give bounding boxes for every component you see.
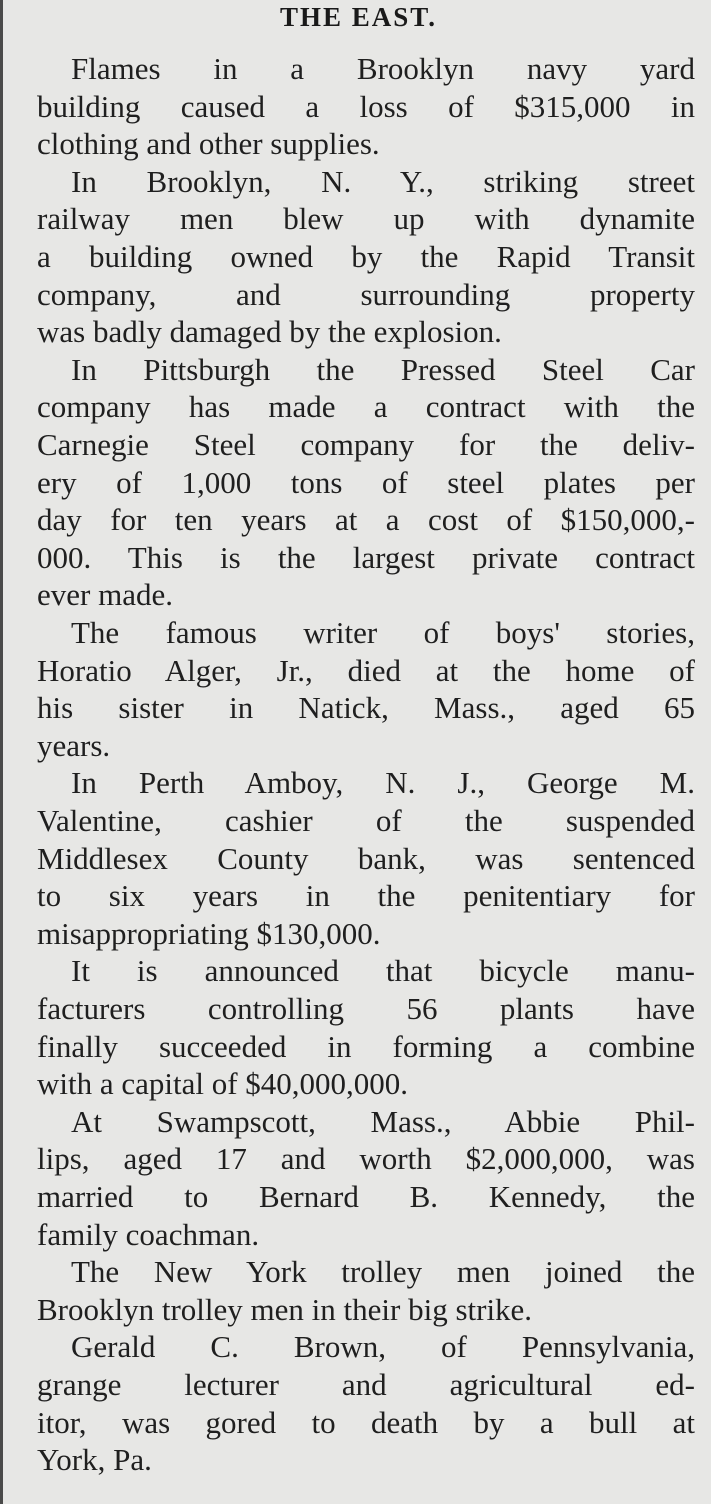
- text-line: Flames in a Brooklyn navy yard: [71, 51, 695, 86]
- text-line: day for ten years at a cost of $150,000,-: [37, 502, 695, 538]
- text-line: with a capital of $40,000,000.: [37, 1066, 409, 1102]
- text-line: At Swampscott, Mass., Abbie Phil-: [71, 1103, 695, 1139]
- text-line: company, and surrounding property: [37, 276, 695, 312]
- text-line: his sister in Natick, Mass., aged 65: [37, 690, 695, 726]
- text-line: Gerald C. Brown, of Pennsylvania,: [71, 1329, 695, 1365]
- text-line: Middlesex County bank, was sentenced: [37, 840, 695, 876]
- text-line: family coachman.: [37, 1216, 260, 1252]
- text-line: Valentine, cashier of the suspended: [37, 803, 695, 838]
- text-line: building caused a loss of $315,000 in: [37, 88, 695, 124]
- text-line: married to Bernard B. Kennedy, the: [37, 1179, 695, 1214]
- text-line: to six years in the penitentiary for: [37, 878, 695, 914]
- text-line: In Brooklyn, N. Y., striking street: [71, 163, 695, 199]
- headline: THE EAST.: [279, 2, 438, 32]
- text-line: years.: [37, 727, 111, 763]
- text-line: In Pittsburgh the Pressed Steel Car: [71, 351, 695, 387]
- text-line: lips, aged 17 and worth $2,000,000, was: [37, 1141, 695, 1177]
- text-line: It is announced that bicycle manu-: [71, 953, 695, 989]
- text-line: a building owned by the Rapid Transit: [37, 239, 695, 274]
- text-line: York, Pa.: [37, 1442, 152, 1478]
- text-line: Horatio Alger, Jr., died at the home of: [37, 652, 695, 688]
- text-line: clothing and other supplies.: [37, 126, 380, 162]
- text-line: company has made a contract with the: [37, 389, 695, 425]
- text-line: misappropriating $130,000.: [37, 915, 381, 951]
- text-line: The famous writer of boys' stories,: [71, 615, 695, 650]
- text-line: finally succeeded in forming a combine: [37, 1028, 695, 1064]
- text-line: grange lecturer and agricultural ed-: [37, 1367, 695, 1402]
- text-line: Brooklyn trolley men in their big strike.: [37, 1291, 533, 1327]
- text-line: The New York trolley men joined the: [71, 1254, 695, 1290]
- text-line: Carnegie Steel company for the deliv-: [37, 427, 695, 462]
- text-line: itor, was gored to death by a bull at: [37, 1404, 695, 1440]
- text-line: 000. This is the largest private contract: [37, 539, 695, 575]
- text-line: facturers controlling 56 plants have: [37, 991, 695, 1026]
- text-line: was badly damaged by the explosion.: [37, 314, 502, 350]
- text-line: ever made.: [37, 577, 173, 613]
- text-line: railway men blew up with dynamite: [37, 201, 695, 237]
- text-line: ery of 1,000 tons of steel plates per: [37, 464, 695, 500]
- text-line: In Perth Amboy, N. J., George M.: [71, 765, 695, 801]
